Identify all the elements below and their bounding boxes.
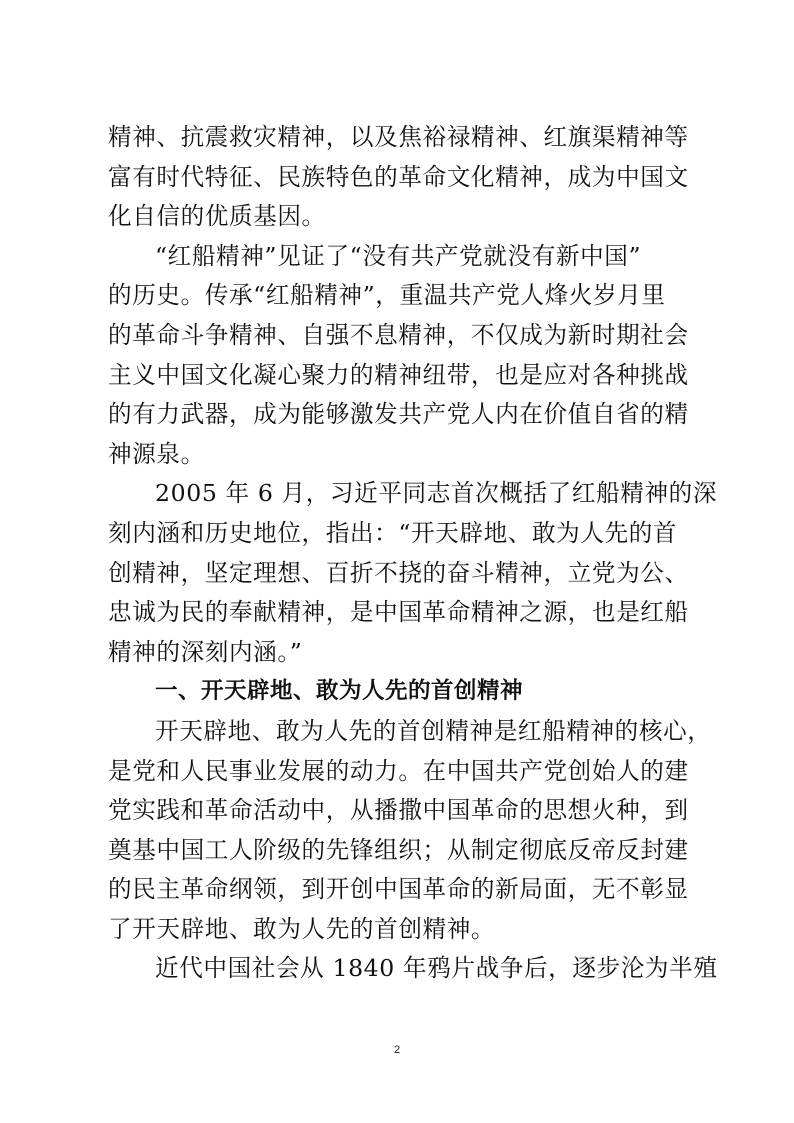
- page-number: 2: [393, 1044, 401, 1056]
- text-line: 精神、抗震救灾精神，以及焦裕禄精神、红旗渠精神等: [108, 123, 689, 151]
- text-line: 主义中国文化凝心聚力的精神纽带，也是应对各种挑战: [108, 360, 689, 389]
- text-line: 了开天辟地、敢为人先的首创精神。: [108, 914, 496, 943]
- paragraph-start-line: 近代中国社会从 1840 年鸦片战争后，逐步沦为半殖: [155, 954, 718, 983]
- paragraph-start-line: “红船精神”见证了“没有共产党就没有新中国”: [155, 241, 642, 270]
- text-line: 的有力武器，成为能够激发共产党人内在价值自省的精: [108, 400, 689, 429]
- text-line: 化自信的优质基因。: [108, 202, 326, 231]
- text-line: 的历史。传承“红船精神”，重温共产党人烽火岁月里: [108, 281, 666, 310]
- body-text: [108, 118, 718, 989]
- text-line: 忠诚为民的奉献精神，是中国革命精神之源，也是红船: [108, 598, 689, 627]
- text-line: 的革命斗争精神、自强不息精神，不仅成为新时期社会: [108, 320, 689, 349]
- paragraph-start-line: 开天辟地、敢为人先的首创精神是红船精神的核心，: [155, 716, 712, 745]
- text-line: 是党和人民事业发展的动力。在中国共产党创始人的建: [108, 756, 689, 785]
- text-line: 创精神，坚定理想、百折不挠的奋斗精神，立党为公、: [108, 558, 689, 587]
- paragraph-start-line: 2005 年 6 月，习近平同志首次概括了红船精神的深: [155, 479, 718, 508]
- text-line: 党实践和革命活动中，从播撒中国革命的思想火种，到: [108, 796, 689, 825]
- text-line: 富有时代特征、民族特色的革命文化精神，成为中国文: [108, 162, 689, 191]
- section-heading: 一、开天辟地、敢为人先的首创精神: [155, 678, 524, 705]
- text-line: 的民主革命纲领，到开创中国革命的新局面，无不彰显: [108, 875, 689, 904]
- text-line: 精神的深刻内涵。”: [108, 637, 303, 666]
- text-line: 神源泉。: [108, 439, 205, 468]
- text-line: 刻内涵和历史地位，指出：“开天辟地、敢为人先的首: [108, 518, 678, 547]
- text-line: 奠基中国工人阶级的先锋组织；从制定彻底反帝反封建: [108, 835, 689, 864]
